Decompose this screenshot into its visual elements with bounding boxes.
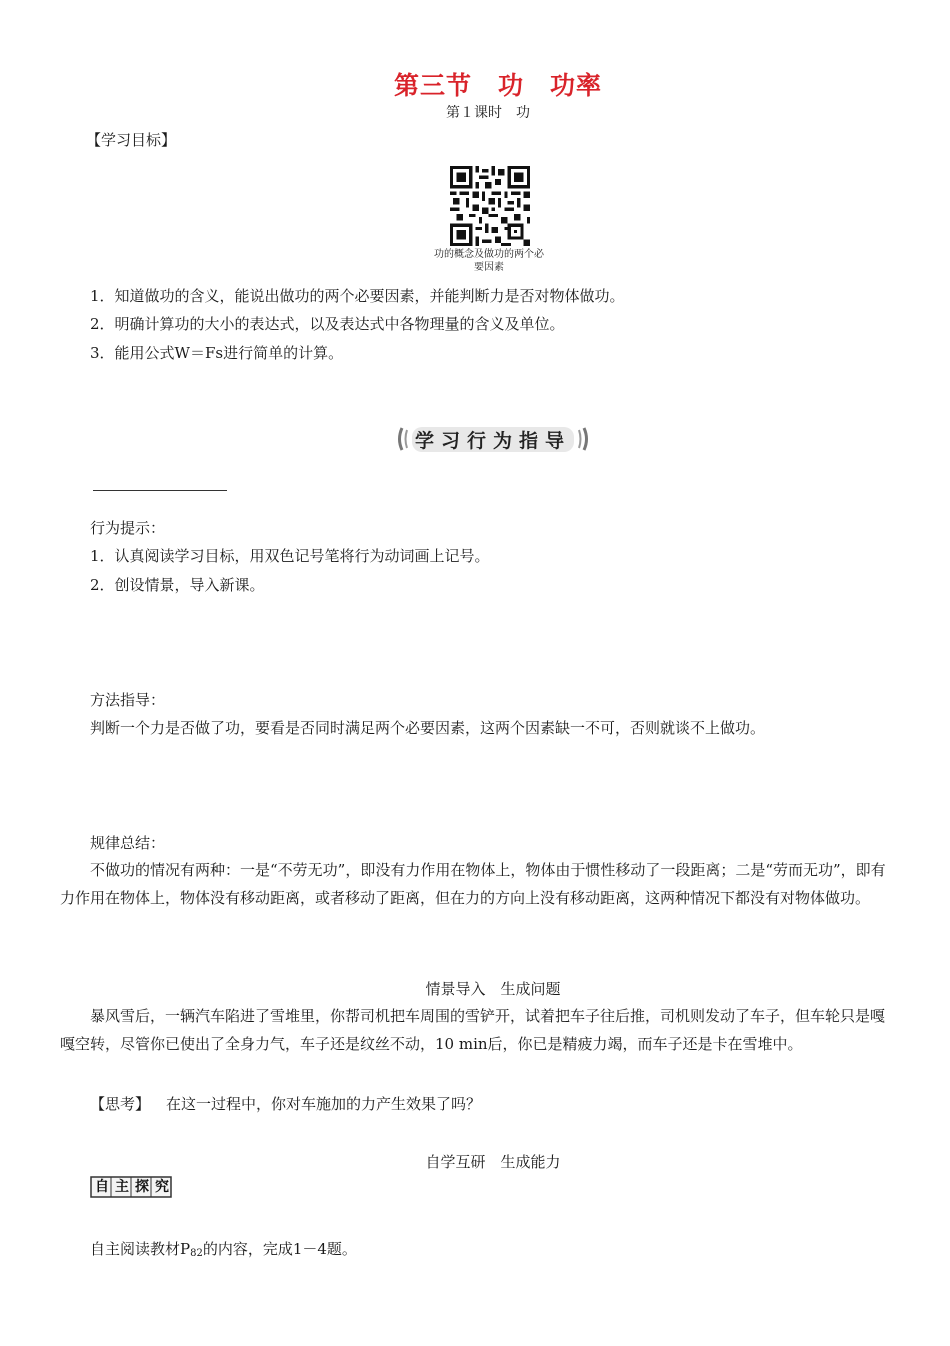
rule-label: 规律总结： [90, 834, 166, 852]
think-prompt [90, 1094, 481, 1114]
objective-item: 1．知道做功的含义，能说出做功的两个必要因素，并能判断力是否对物体做功。 [90, 287, 625, 305]
behavior-label: 行为提示： [90, 519, 166, 537]
section-divider [93, 490, 227, 491]
qr-caption: 功的概念及做功的两个必要因素 [434, 249, 544, 273]
self-study-instruction [90, 1239, 357, 1264]
instruction-text-end: 的内容，完成1－4题。 [202, 1240, 357, 1258]
method-text: 判断一个力是否做了功，要看是否同时满足两个必要因素，这两个因素缺一不可，否则就谈不上做功。 [90, 719, 766, 737]
self-study-heading: 自学互研 生成能力 [425, 1153, 561, 1171]
banner-text: 学习行为指导 [414, 430, 571, 452]
instruction-page-number: 82 [190, 1248, 203, 1259]
objective-item: 2．明确计算功的大小的表达式，以及表达式中各物理量的含义及单位。 [90, 315, 565, 333]
scene-heading: 情景导入 生成问题 [425, 980, 561, 998]
qr-code-image[interactable] [449, 166, 531, 246]
rule-text: 不做功的情况有两种：一是“不劳无功”，即没有力作用在物体上，物体由于惯性移动了一段距离；二是“劳而无功”，即有力作用在物体上，物体没有移动距离，或者移动了距离，但在力的方向上没有移动距离，这两种情况下都没有对物体做功。 [60, 861, 886, 907]
think-label: 【思考】 [90, 1095, 151, 1113]
behavior-item: 2．创设情景，导入新课。 [90, 576, 265, 594]
think-question: 在这一过程中，你对车施加的力产生效果了吗？ [166, 1095, 482, 1113]
objective-item: 3．能用公式W＝Fs进行简单的计算。 [90, 344, 344, 362]
scene-text: 暴风雪后，一辆汽车陷进了雪堆里，你帮司机把车周围的雪铲开，试着把车子往后推，司机则发动了车子，但车轮只是嘎嘎空转，尽管你已使出了全身力气，车子还是纹丝不动，10 min后，你已是精疲力竭，而车子还是卡在雪堆中。 [60, 1007, 886, 1053]
objectives-heading: 【学习目标】 [86, 131, 177, 149]
badge-text: 自主探究 [95, 1179, 175, 1195]
guide-banner [394, 422, 592, 456]
instruction-text: 自主阅读教材P [90, 1240, 191, 1258]
page-title: 第三节 功 功率 [393, 71, 602, 100]
behavior-item: 1．认真阅读学习目标，用双色记号笔将行为动词画上记号。 [90, 547, 490, 565]
lesson-subtitle: 第１课时 功 [446, 105, 530, 121]
method-label: 方法指导： [90, 691, 166, 709]
self-study-badge [90, 1176, 175, 1198]
